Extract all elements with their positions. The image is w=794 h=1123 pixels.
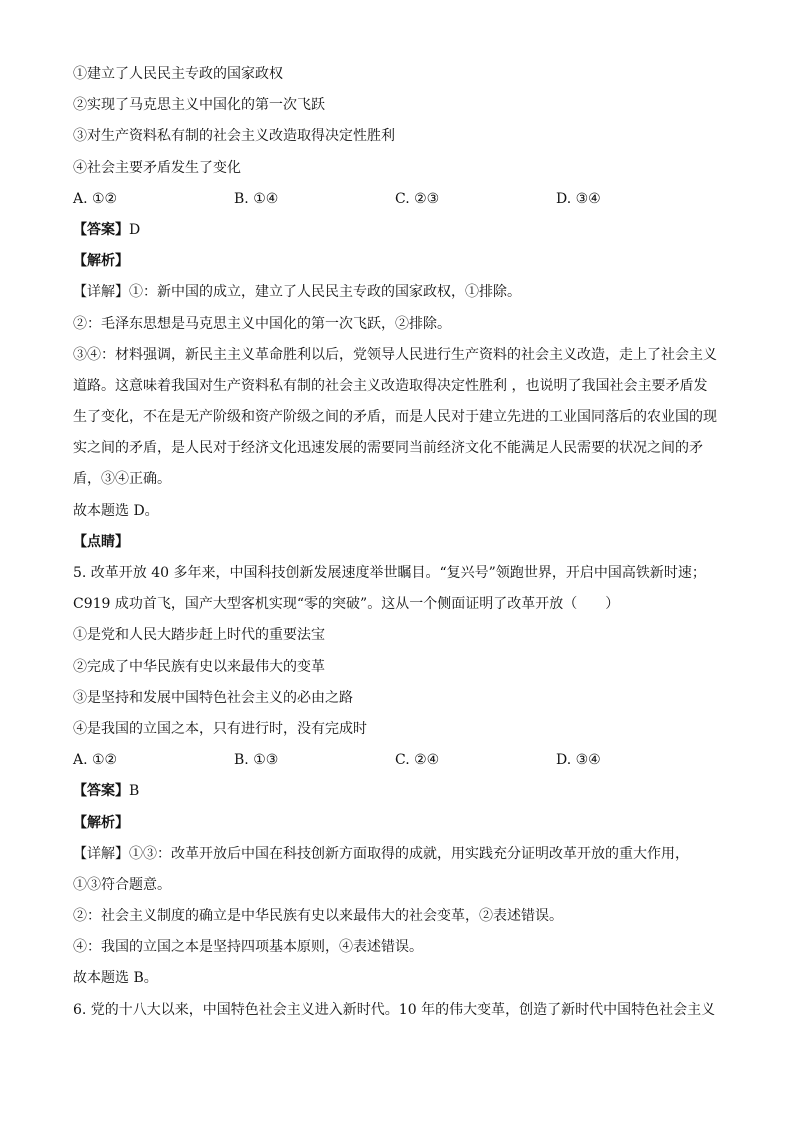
q5-detail-2: ②：社会主义制度的确立是中华民族有史以来最伟大的社会变革，②表述错误。 (73, 908, 563, 925)
q5-choice-b: B. ①③ (234, 752, 279, 769)
q4-detail-3-line-5: 盾，③④正确。 (73, 471, 171, 488)
document-page (73, 64, 723, 1031)
q4-option-3: ③对生产资料私有制的社会主义改造取得决定性胜利 (73, 128, 395, 145)
q4-detail-1 (73, 282, 723, 313)
q5-stem-line-1: 5. 改革开放 40 多年来，中国科技创新发展速度举世瞩目。“复兴号”领跑世界，开启中国高铁新时速； (73, 565, 706, 581)
q5-option-4: ④是我国的立国之本，只有进行时，没有完成时 (73, 720, 367, 737)
detail-tag: 【详解】 (73, 284, 129, 301)
q4-detail-3-line-2: 道路。这意味着我国对生产资料私有制的社会主义改造取得决定性胜利 ，也说明了我国社会主要矛盾发 (73, 377, 708, 394)
q4-choice-b: B. ①④ (234, 190, 279, 207)
answer-tag: 【答案】 (73, 221, 129, 238)
q5-choice-a: A. ①② (73, 752, 118, 769)
q5-choices (73, 750, 723, 781)
q4-analysis-heading (73, 251, 723, 282)
detail-text: ①③：改革开放后中国在科技创新方面取得的成就，用实践充分证明改革开放的重大作用， (129, 845, 689, 862)
q4-option-4: ④社会主要矛盾发生了变化 (73, 159, 241, 176)
q4-answer (73, 220, 723, 251)
detail-tag: 【详解】 (73, 845, 129, 862)
analysis-tag: 【解析】 (73, 253, 129, 270)
analysis-tag: 【解析】 (73, 814, 129, 831)
q5-option-2: ②完成了中华民族有史以来最伟大的变革 (73, 658, 325, 675)
comment-tag: 【点睛】 (73, 533, 129, 550)
q5-detail-1 (73, 844, 723, 875)
q5-choice-c: C. ②④ (395, 752, 440, 769)
q4-option-2: ②实现了马克思主义中国化的第一次飞跃 (73, 97, 325, 114)
answer-tag: 【答案】 (73, 783, 129, 800)
q5-stem-line-2: C919 成功首飞，国产大型客机实现“零的突破”。这从一个侧面证明了改革开放（ ） (73, 596, 620, 613)
q4-detail-3-line-3: 生了变化，不在是无产阶级和资产阶级之间的矛盾，而是人民对于建立先进的工业国同落后的农业国的现 (73, 409, 717, 426)
answer-value: D (129, 221, 141, 238)
q6-stem-line-1: 6. 党的十八大以来，中国特色社会主义进入新时代。10 年的伟大变革，创造了新时代中国特色社会主义 (73, 1001, 716, 1018)
q5-detail-3: ④：我国的立国之本是坚持四项基本原则，④表述错误。 (73, 939, 423, 956)
q4-choice-d: D. ③④ (556, 190, 601, 207)
q5-detail-1-cont: ①③符合题意。 (73, 876, 171, 893)
answer-value: B (129, 783, 140, 800)
detail-text: ①：新中国的成立，建立了人民民主专政的国家政权，①排除。 (129, 284, 521, 301)
q4-choice-c: C. ②③ (395, 190, 440, 207)
q5-choice-d: D. ③④ (556, 752, 601, 769)
q5-answer (73, 781, 723, 812)
q4-detail-2: ②：毛泽东思想是马克思主义中国化的第一次飞跃，②排除。 (73, 315, 451, 332)
q4-choices (73, 189, 723, 220)
q5-option-3: ③是坚持和发展中国特色社会主义的必由之路 (73, 689, 353, 706)
q5-analysis-heading (73, 813, 723, 844)
q5-conclusion: 故本题选 B。 (73, 970, 158, 987)
q4-conclusion: 故本题选 D。 (73, 502, 159, 519)
q4-comment-heading (73, 532, 723, 563)
q4-option-1: ①建立了人民民主专政的国家政权 (73, 66, 283, 82)
q5-option-1: ①是党和人民大踏步赶上时代的重要法宝 (73, 627, 325, 644)
q4-choice-a: A. ①② (73, 190, 118, 207)
q4-detail-3-line-1: ③④：材料强调，新民主主义革命胜利以后，党领导人民进行生产资料的社会主义改造，走上了社会主义 (73, 346, 717, 363)
q4-detail-3-line-4: 实之间的矛盾，是人民对于经济文化迅速发展的需要同当前经济文化不能满足人民需要的状况之间的矛 (73, 440, 703, 457)
